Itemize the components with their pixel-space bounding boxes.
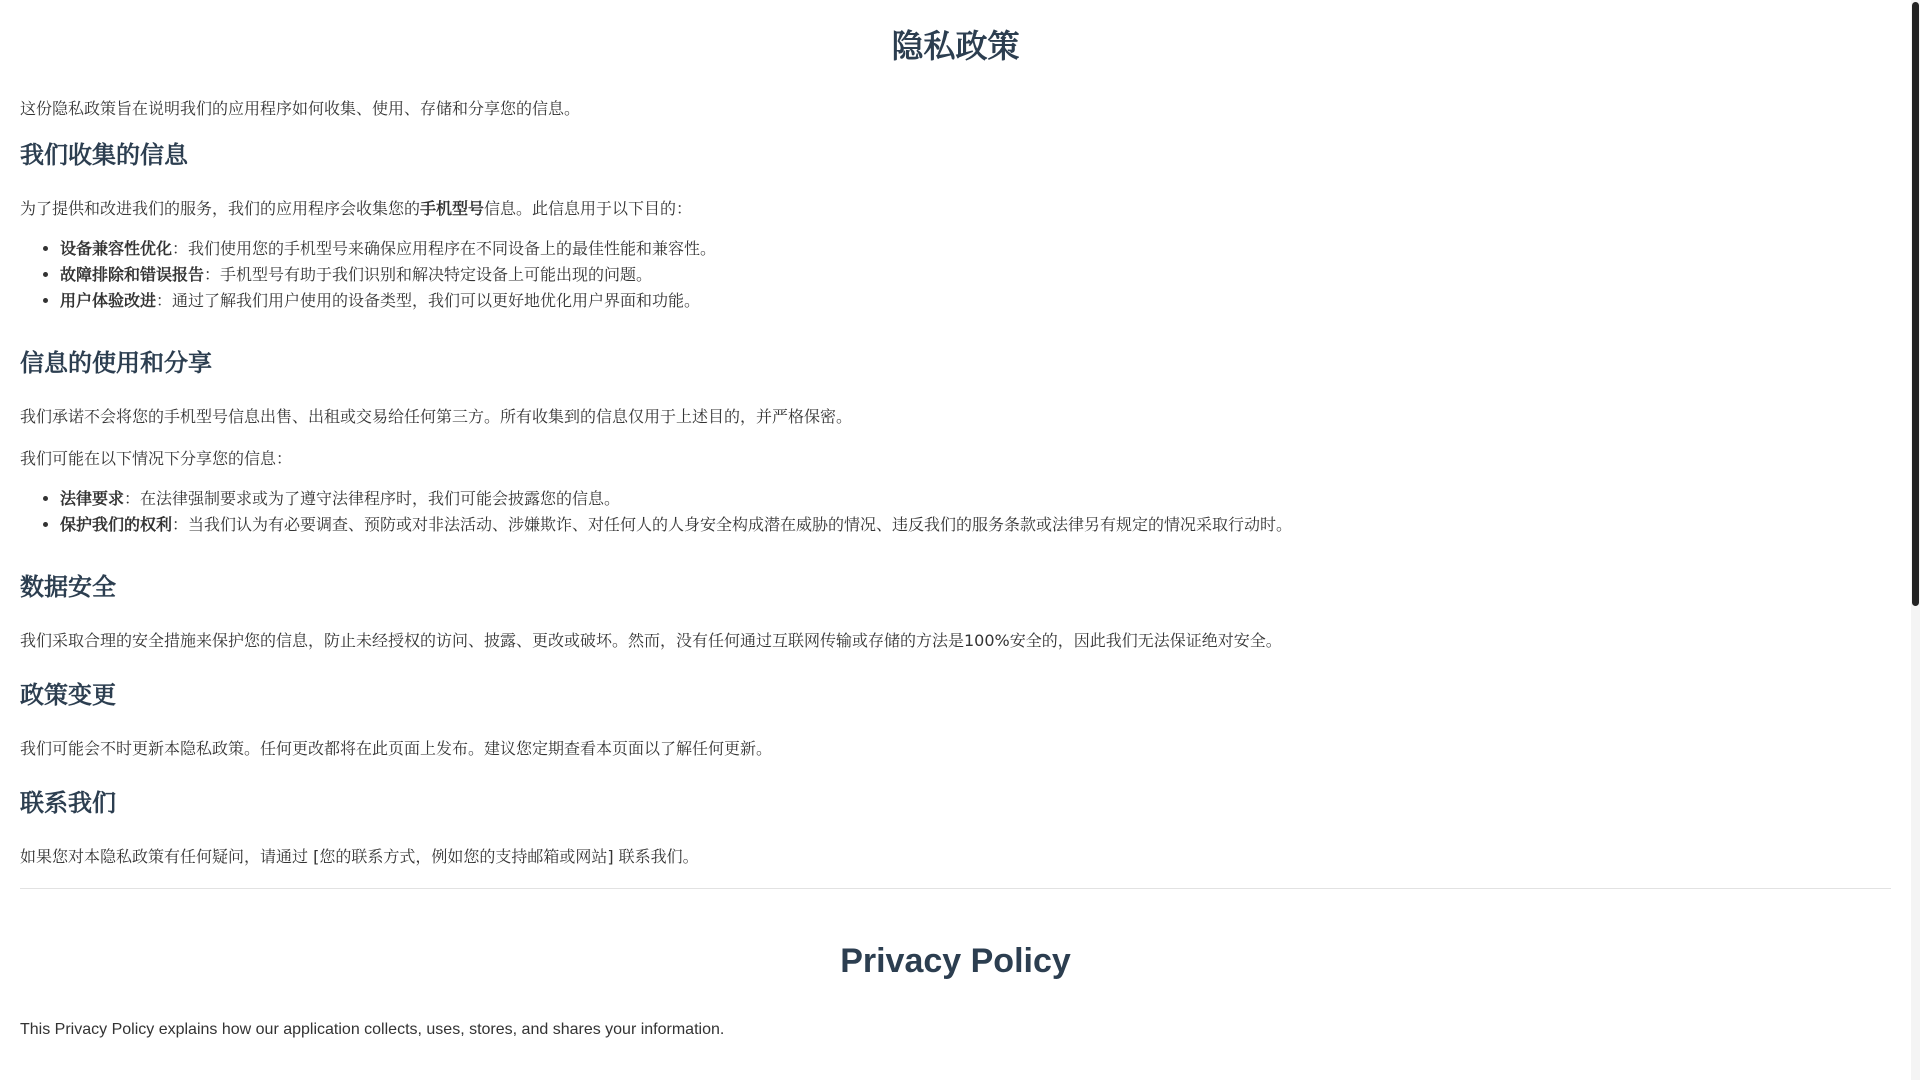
policy-content [0,26,1911,1041]
section-paragraph: 我们可能会不时更新本隐私政策。任何更改都将在此页面上发布。建议您定期查看本页面以了解任何更新。 [20,739,773,758]
text-segment: 为了提供和改进我们的服务，我们的应用程序会收集您的 [20,199,421,218]
sharing-list [20,486,1891,538]
list-item-desc: ：手机型号有助于我们识别和解决特定设备上可能出现的问题。 [204,265,653,284]
section-data-security [20,572,1891,680]
section-paragraph: 我们采取合理的安全措施来保护您的信息，防止未经授权的访问、披露、更改或破坏。然而，没有任何通过互联网传输或存储的方法是100%安全的，因此我们无法保证绝对安全。 [20,631,1282,650]
section-heading: 数据安全 [20,573,116,601]
list-item [60,486,1891,512]
list-item-term: 用户体验改进 [60,291,157,310]
language-divider [20,888,1891,889]
section-information-collected [20,140,1891,314]
list-item-desc: ：我们使用您的手机型号来确保应用程序在不同设备上的最佳性能和兼容性。 [172,239,717,258]
list-item [60,236,1891,262]
list-item [60,262,1891,288]
list-item [60,512,1891,538]
section-paragraph: 如果您对本隐私政策有任何疑问，请通过 [您的联系方式，例如您的支持邮箱或网站] 联系我们。 [20,847,699,866]
list-item-desc: ：当我们认为有必要调查、预防或对非法活动、涉嫌欺诈、对任何人的人身安全构成潜在威胁的情况、违反我们的服务条款或法律另有规定的情况采取行动时。 [172,515,1293,534]
list-item-term: 保护我们的权利 [60,515,173,534]
list-item-term: 设备兼容性优化 [60,239,173,258]
text-segment: 信息。此信息用于以下目的： [484,199,693,218]
section-paragraph [20,198,1891,220]
list-item-desc: ：通过了解我们用户使用的设备类型，我们可以更好地优化用户界面和功能。 [156,291,701,310]
intro-paragraph-english: This Privacy Policy explains how our application collects, uses, stores, and shares your information. [20,1021,725,1038]
bold-term: 手机型号 [420,199,485,218]
list-item [60,288,1891,314]
section-policy-changes [20,680,1891,788]
page-title: 隐私政策 [891,27,1020,65]
section-paragraph: 我们可能在以下情况下分享您的信息： [20,449,293,468]
section-contact-us [20,788,1891,868]
scrollbar-thumb[interactable] [1912,2,1919,606]
page-title-english: Privacy Policy [840,942,1071,980]
list-item-term: 故障排除和错误报告 [60,265,205,284]
section-heading: 联系我们 [20,789,116,817]
list-item-desc: ：在法律强制要求或为了遵守法律程序时，我们可能会披露您的信息。 [124,489,621,508]
list-item-term: 法律要求 [60,489,125,508]
section-heading: 政策变更 [20,681,116,709]
vertical-scrollbar[interactable] [1911,0,1920,1080]
section-paragraph: 我们承诺不会将您的手机型号信息出售、出租或交易给任何第三方。所有收集到的信息仅用于上述目的，并严格保密。 [20,407,853,426]
section-use-and-sharing [20,348,1891,538]
section-heading: 我们收集的信息 [20,141,188,169]
section-heading: 信息的使用和分享 [20,349,212,377]
purpose-list [20,236,1891,314]
intro-paragraph: 这份隐私政策旨在说明我们的应用程序如何收集、使用、存储和分享您的信息。 [20,99,581,118]
